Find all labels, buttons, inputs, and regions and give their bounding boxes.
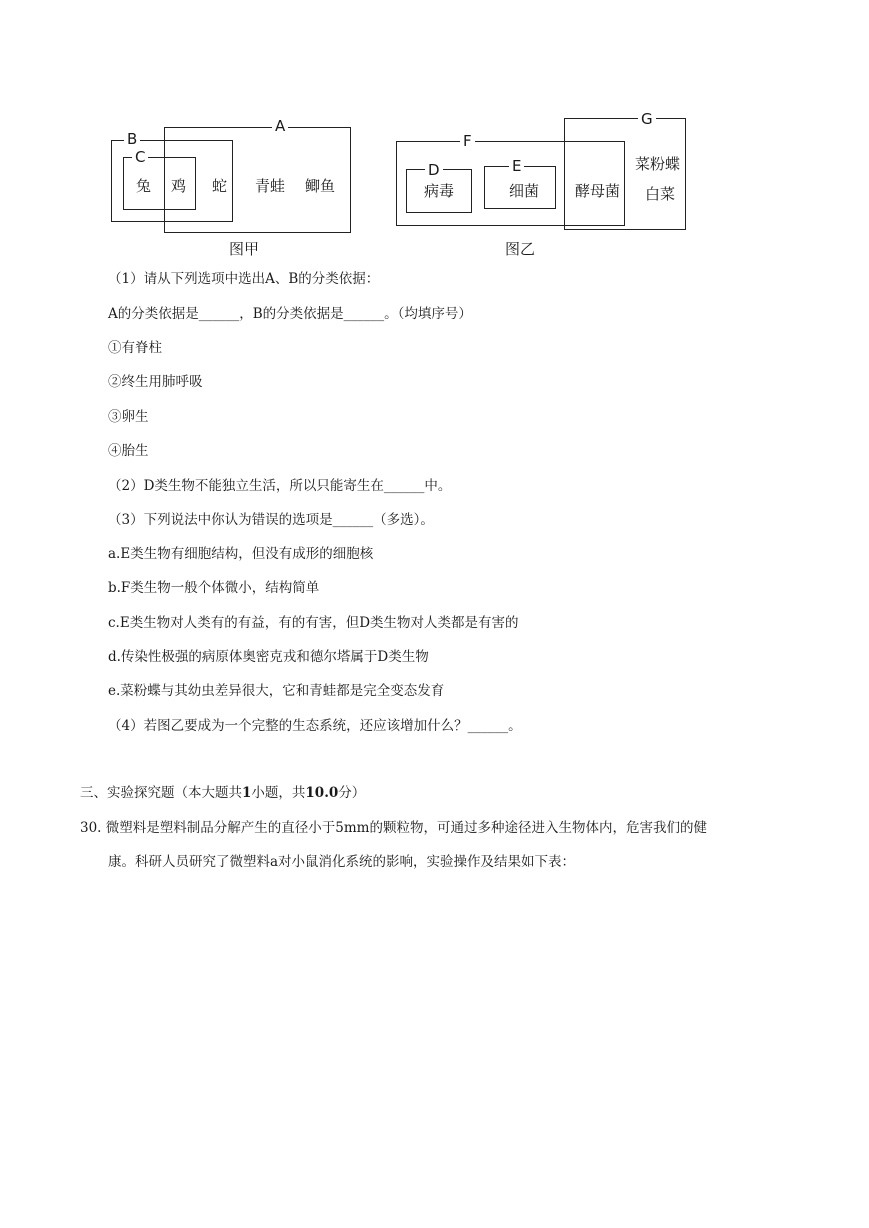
option-2: ②终生用肺呼吸 [108, 374, 203, 390]
question-30-line-1: 30. 微塑料是塑料制品分解产生的直径小于5mm的颗粒物，可通过多种途径进入生物体内，危害我们的健 [80, 820, 707, 836]
statement-d: d.传染性极强的病原体奥密克戎和德尔塔属于D类生物 [108, 649, 429, 665]
organism-chicken: 鸡 [171, 177, 187, 195]
statement-a: a.E类生物有细胞结构，但没有成形的细胞核 [108, 546, 374, 562]
label-a: A [272, 118, 288, 134]
label-d: D [425, 162, 443, 178]
organism-cabbage: 白菜 [645, 185, 676, 203]
label-f: F [460, 133, 475, 149]
question-1-fill: A的分类依据是______，B的分类依据是______。（均填序号） [108, 306, 472, 322]
statement-e: e.菜粉蝶与其幼虫差异很大，它和青蛙都是完全变态发育 [108, 683, 445, 699]
label-b: B [124, 131, 140, 147]
statement-c: c.E类生物对人类有的有益，有的有害，但D类生物对人类都是有害的 [108, 615, 519, 631]
label-c: C [132, 149, 148, 165]
organism-cabbage-butterfly: 菜粉蝶 [635, 155, 681, 173]
question-1: （1）请从下列选项中选出A、B的分类依据： [108, 271, 380, 287]
label-e: E [509, 158, 524, 174]
organism-bacteria: 细菌 [509, 182, 540, 200]
question-3: （3）下列说法中你认为错误的选项是______（多选）。 [108, 512, 434, 528]
option-4: ④胎生 [108, 443, 149, 459]
question-30-line-2: 康。科研人员研究了微塑料a对小鼠消化系统的影响，实验操作及结果如下表： [108, 854, 576, 870]
question-2: （2）D类生物不能独立生活，所以只能寄生在______中。 [108, 478, 452, 494]
set-g-box [564, 118, 686, 230]
organism-rabbit: 兔 [136, 177, 152, 195]
organism-frog: 青蛙 [255, 177, 286, 195]
organism-yeast: 酵母菌 [575, 182, 621, 200]
question-4: （4）若图乙要成为一个完整的生态系统，还应该增加什么？______。 [108, 718, 522, 734]
figure-jia-caption: 图甲 [229, 240, 260, 258]
organism-snake: 蛇 [212, 177, 228, 195]
option-1: ①有脊柱 [108, 340, 162, 356]
section-3-heading: 三、实验探究题（本大题共1小题，共10.0分） [80, 785, 366, 801]
figure-yi-caption: 图乙 [505, 240, 536, 258]
label-g: G [638, 111, 656, 127]
organism-crucian-carp: 鲫鱼 [305, 177, 336, 195]
option-3: ③卵生 [108, 409, 149, 425]
statement-b: b.F类生物一般个体微小，结构简单 [108, 580, 320, 596]
organism-virus: 病毒 [424, 182, 455, 200]
